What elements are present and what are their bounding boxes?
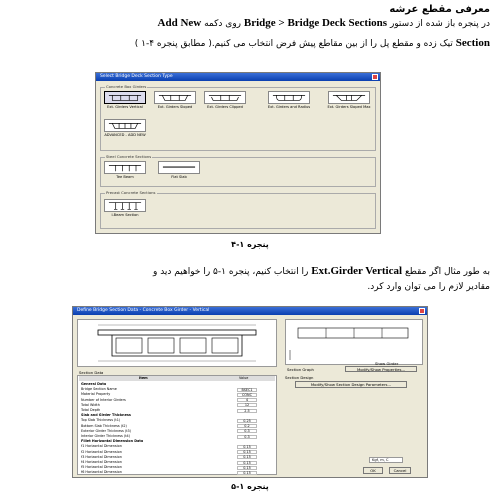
- section-tee-beam[interactable]: [102, 161, 148, 181]
- row-value-field[interactable]: 0.3: [237, 429, 257, 433]
- dialog2-titlebar: [73, 307, 427, 315]
- section-ext-girder-sloped-max[interactable]: [326, 91, 372, 111]
- section-i-beam[interactable]: [102, 199, 148, 219]
- units-select[interactable]: Kgf, m, C: [369, 457, 403, 463]
- box-girder-icon: [268, 91, 310, 104]
- row-name: Total Depth: [81, 408, 101, 412]
- row-name: General Data: [81, 382, 107, 386]
- group-label: Steel Concrete Sections: [106, 154, 152, 159]
- row-name: Material Property: [81, 392, 111, 397]
- row-name: Bridge Section Name: [81, 387, 117, 392]
- para2-prefix: به طور مثال اگر مقطع: [404, 267, 490, 277]
- section-name-term: Ext.Girder Vertical: [311, 265, 403, 277]
- para1-mid: روی دکمه: [204, 19, 242, 29]
- row-value-field[interactable]: BSEC1: [237, 388, 257, 392]
- section-label: Ext. Girders Vertical: [107, 105, 143, 109]
- row-name: f4 Horizontal Dimension: [81, 460, 122, 464]
- box-girder-icon: [204, 91, 246, 104]
- figure-caption-2: پنجره ۱-۵: [231, 482, 269, 491]
- section-label: I-Beam Section: [111, 213, 139, 217]
- intro-paragraph-line2: [10, 36, 490, 51]
- define-section-dialog: [72, 306, 428, 478]
- section-ext-girder-sloped[interactable]: [152, 91, 198, 111]
- row-name: Bottom Slab Thickness (t2): [81, 423, 127, 428]
- section-label: Tee Beam: [116, 175, 134, 179]
- section-ext-girder-radius[interactable]: [266, 91, 312, 111]
- row-name: Total Width: [81, 402, 100, 407]
- section-label: Flat Slab: [171, 175, 187, 179]
- row-value-field[interactable]: 0.15: [237, 450, 257, 454]
- figure-caption-1: پنجره ۱-۴: [231, 240, 269, 249]
- example-paragraph-line2: مقادیر لازم را می توان وارد کرد.: [367, 282, 490, 292]
- row-value-field[interactable]: 0.15: [237, 466, 257, 470]
- section-flat-slab[interactable]: [156, 161, 202, 181]
- row-name: f1 Horizontal Dimension: [81, 444, 122, 449]
- page-heading: معرفی مقطع عرشه: [389, 4, 490, 15]
- box-girder-icon: [104, 119, 146, 132]
- row-value-field[interactable]: 12: [237, 403, 257, 407]
- flat-slab-icon: [158, 161, 200, 174]
- i-beam-icon: [104, 199, 146, 212]
- close-icon[interactable]: [372, 74, 378, 80]
- row-value-field[interactable]: 0.3: [237, 435, 257, 439]
- cancel-button[interactable]: Cancel: [389, 467, 411, 474]
- row-value-field[interactable]: 0.25: [237, 419, 257, 423]
- row-name: f3 Horizontal Dimension: [81, 454, 122, 459]
- box-girder-icon: [328, 91, 370, 104]
- section-label: Ext. Girders Sloped: [157, 105, 193, 109]
- section-design-label: Section Design: [285, 375, 314, 380]
- section-ext-girder-clipped[interactable]: [202, 91, 248, 111]
- box-girder-icon: [104, 91, 146, 104]
- row-name: f6 Horizontal Dimension: [81, 470, 122, 475]
- add-new-term: Add New: [157, 17, 202, 29]
- group-label: Concrete Box Girders: [106, 84, 147, 89]
- row-name: f2 Horizontal Dimension: [81, 449, 122, 454]
- row-value-field[interactable]: 2.5: [237, 409, 257, 413]
- row-name: Fillet Horizontal Dimension Data: [81, 439, 144, 444]
- section-label: ADVANCED - ADD NEW: [104, 133, 146, 137]
- row-name: Slab and Girder Thickness: [81, 413, 131, 418]
- ok-button[interactable]: OK: [363, 467, 383, 474]
- row-value-field[interactable]: 0.2: [237, 424, 257, 428]
- tee-beam-icon: [104, 161, 146, 174]
- row-value-field[interactable]: CONC: [237, 393, 257, 397]
- para1-prefix: در پنجره باز شده از دستور: [389, 19, 490, 29]
- para2-rest: را انتخاب کنیم، پنجره ۱-۵ را خواهیم دید و: [153, 267, 309, 277]
- section-graph-label: Section Graph: [287, 367, 314, 372]
- row-value-field[interactable]: 0.15: [237, 461, 257, 465]
- grid-header: [79, 376, 275, 381]
- row-value-field[interactable]: 0.15: [237, 445, 257, 449]
- table-row[interactable]: [79, 470, 275, 475]
- menu-path: Bridge > Bridge Deck Sections: [243, 17, 388, 29]
- section-graph-panel: [285, 319, 423, 365]
- row-name: f5 Horizontal Dimension: [81, 465, 122, 470]
- section-term: Section: [455, 37, 490, 49]
- row-name: Interior Girder Thickness (t4): [81, 434, 131, 438]
- dialog1-title: Select Bridge Deck Section Type: [100, 74, 173, 79]
- row-name: Number of Interior Girders: [81, 397, 126, 402]
- para1-rest: تیک زده و مقطع پل را از بین مقاطع پیش فرض انتخاب می کنیم.( مطابق پنجره ۴-۱ ): [134, 39, 453, 49]
- row-name: Top Slab Thickness (t1): [81, 418, 121, 423]
- section-preview-drawing: [286, 320, 422, 364]
- section-advanced[interactable]: [102, 119, 148, 139]
- section-ext-girder-vertical[interactable]: [102, 91, 148, 111]
- box-girder-drawing: [78, 320, 276, 366]
- select-section-dialog: [95, 72, 381, 234]
- section-drawing-panel: [77, 319, 277, 367]
- section-label: Ext. Girders Sloped Max: [327, 105, 371, 109]
- section-data-label: Section Data: [79, 370, 104, 375]
- row-value-field[interactable]: 0.15: [237, 471, 257, 475]
- section-label: Ext. Girders Clipped: [207, 105, 243, 109]
- grid-header-item: Item: [139, 376, 148, 380]
- dialog2-title: Define Bridge Section Data - Concrete Box Girder - Vertical: [77, 308, 210, 313]
- intro-paragraph: [10, 16, 490, 31]
- modify-properties-button[interactable]: Modify/Show Properties...: [345, 366, 417, 372]
- box-girder-icon: [154, 91, 196, 104]
- row-name: Exterior Girder Thickness (t3): [81, 428, 132, 433]
- show-girder-label[interactable]: Show Girder: [375, 361, 399, 366]
- section-data-grid: [77, 375, 277, 475]
- close-icon[interactable]: [419, 308, 425, 314]
- example-paragraph: [10, 264, 490, 279]
- grid-header-value: Value: [239, 376, 249, 380]
- row-value-field[interactable]: 4: [237, 398, 257, 402]
- row-value-field[interactable]: 0.15: [237, 455, 257, 459]
- modify-design-button[interactable]: Modify/Show Section Design Parameters...: [295, 381, 407, 388]
- section-label: Ext. Girders and Radius: [267, 105, 311, 109]
- group-label: Precast Concrete Sections: [106, 190, 156, 195]
- dialog1-titlebar: [96, 73, 380, 81]
